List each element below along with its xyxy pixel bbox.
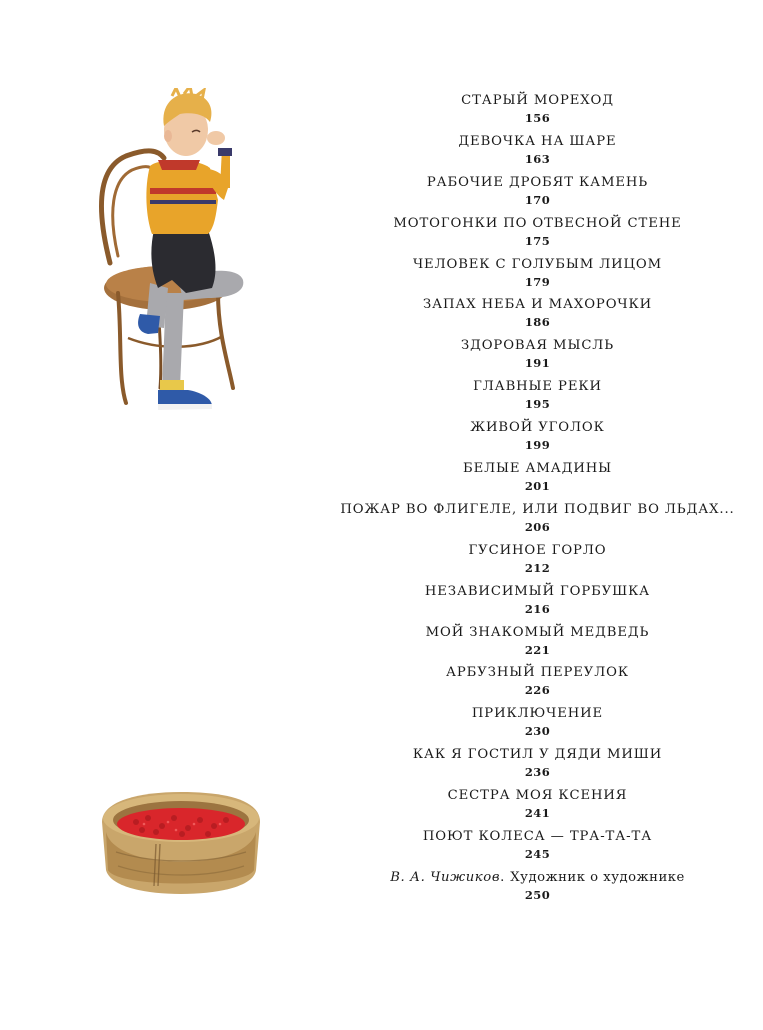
afterword-title: Художник о художнике <box>510 869 685 885</box>
toc-entry[interactable] <box>330 541 745 582</box>
toc-entry-page-number: 156 <box>524 111 551 125</box>
toc-entry-title <box>330 868 745 888</box>
toc-entry[interactable] <box>330 500 745 541</box>
toc-entry-page-number: 206 <box>524 519 551 534</box>
toc-entry[interactable] <box>330 827 745 868</box>
toc-entry-title: ДЕВОЧКА НА ШАРЕ <box>458 133 617 149</box>
toc-entry-page-number: 236 <box>524 765 551 780</box>
toc-entry-title: ГУСИНОЕ ГОРЛО <box>468 542 607 558</box>
toc-entry[interactable] <box>330 786 745 827</box>
toc-entry-page-number: 241 <box>524 806 551 821</box>
toc-entry-page-number: 170 <box>524 192 551 207</box>
toc-entry[interactable] <box>330 745 745 786</box>
toc-entry[interactable] <box>330 173 745 214</box>
afterword-separator: . <box>500 869 511 885</box>
toc-entry-title: СЕСТРА МОЯ КСЕНИЯ <box>447 788 628 804</box>
toc-entry-page-number: 245 <box>524 847 551 862</box>
toc-entry[interactable] <box>330 582 745 623</box>
toc-entry[interactable] <box>330 214 745 255</box>
berry-basket-illustration <box>96 782 266 897</box>
toc-entry[interactable] <box>330 336 745 377</box>
toc-entry-title: ЖИВОЙ УГОЛОК <box>470 420 605 436</box>
toc-entry-title: БЕЛЫЕ АМАДИНЫ <box>463 461 612 477</box>
toc-entry-title: СТАРЫЙ МОРЕХОД <box>461 93 614 108</box>
toc-entry-title: КАК Я ГОСТИЛ У ДЯДИ МИШИ <box>412 747 663 763</box>
toc-entry-title: ГЛАВНЫЕ РЕКИ <box>473 379 602 395</box>
toc-entry[interactable] <box>330 295 745 336</box>
toc-entry-title: ЗАПАХ НЕБА И МАХОРОЧКИ <box>422 297 653 313</box>
toc-entry[interactable] <box>330 663 745 704</box>
toc-entry[interactable] <box>330 459 745 500</box>
toc-entry[interactable] <box>330 704 745 745</box>
toc-entry-title: ПОЮТ КОЛЕСА — ТРА-ТА-ТА <box>422 829 653 845</box>
toc-entry-page-number: 230 <box>524 724 551 739</box>
toc-entry-title: РАБОЧИЕ ДРОБЯТ КАМЕНЬ <box>426 174 649 190</box>
toc-entry-page-number: 191 <box>524 356 551 371</box>
toc-entry-page-number: 199 <box>524 438 551 453</box>
toc-entry-title: НЕЗАВИСИМЫЙ ГОРБУШКА <box>424 583 651 599</box>
toc-entry-page-number: 195 <box>524 397 551 412</box>
toc-entry-page-number: 226 <box>524 683 551 698</box>
boy-on-chair-illustration <box>88 88 263 418</box>
toc-entry-title: ПРИКЛЮЧЕНИЕ <box>471 706 604 722</box>
toc-entry-title: МОТОГОНКИ ПО ОТВЕСНОЙ СТЕНЕ <box>393 215 682 231</box>
afterword-author: В. А. Чижиков <box>390 869 501 885</box>
toc-entry-page-number: 186 <box>524 315 551 330</box>
toc-entry[interactable] <box>330 377 745 418</box>
toc-entry-page-number: 250 <box>524 887 551 902</box>
toc-entry-title: АРБУЗНЫЙ ПЕРЕУЛОК <box>446 665 629 681</box>
toc-entry[interactable] <box>330 418 745 459</box>
toc-entry[interactable] <box>330 91 745 132</box>
toc-entry-afterword[interactable] <box>330 868 745 909</box>
toc-entry-title: ПОЖАР ВО ФЛИГЕЛЕ, ИЛИ ПОДВИГ ВО ЛЬДАХ... <box>340 501 735 517</box>
toc-entry-page-number: 221 <box>524 642 551 657</box>
table-of-contents <box>330 91 745 909</box>
toc-entry-page-number: 212 <box>524 560 551 575</box>
toc-entry-page-number: 163 <box>524 151 551 166</box>
toc-entry[interactable] <box>330 255 745 296</box>
toc-entry-page-number: 175 <box>524 233 551 248</box>
toc-entry-title: МОЙ ЗНАКОМЫЙ МЕДВЕДЬ <box>425 624 650 640</box>
toc-entry-title: ЗДОРОВАЯ МЫСЛЬ <box>460 338 614 354</box>
toc-entry[interactable] <box>330 132 745 173</box>
toc-entry-title: ЧЕЛОВЕК С ГОЛУБЫМ ЛИЦОМ <box>412 256 663 272</box>
toc-entry-page-number: 179 <box>524 274 551 289</box>
toc-entry[interactable] <box>330 623 745 664</box>
toc-entry-page-number: 216 <box>524 601 551 616</box>
toc-entry-page-number: 201 <box>524 479 551 494</box>
